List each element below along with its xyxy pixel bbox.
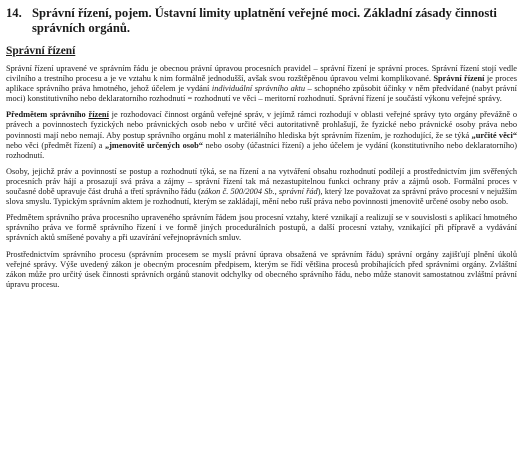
text-run: Předmětem správního práva procesního upraveného správním řádem jsou procesní vztahy, které vznikají a realizují se v souvislosti s aplikací hmotného správního práva ve formě správního řízení i ve formě jiných procedurálních postupů, a další procesní vztahy, vznikající při přípravě a vydávání správních aktů smíšené povahy a při uzavírání veřejnoprávních smluv. — [6, 213, 517, 243]
text-run: – schopného způsobit účinky v něm předvídané (nabyt právní moci) konstitutivního nebo deklaratorního rozhodnutí = rozhodnutí ve věci – meritorní rozhodnutí. Správní řízení je součástí výkonu veřejné správy. — [6, 84, 517, 104]
chapter-heading — [6, 6, 517, 35]
bold-term: Správní řízení — [433, 74, 485, 84]
text-run: Prostřednictvím správního procesu (správním procesem se myslí právní úprava obsažená ve správním řádu) správní orgány zajišťují plnění úkolů veřejné správy. Výše uvedený zákon je obecným procesním předpisem, kterým se řídí většina procesů probíhajících před správními orgány. Zvláštní zákon může pro určitý úsek činnosti správních orgánů stanovit odchylky od obecného správního řádu, nebo může stanovit samostatnou zvláštní právní úpravu procesu. — [6, 249, 517, 289]
bold-underlined-term: řízení — [88, 110, 109, 120]
chapter-title: Správní řízení, pojem. Ústavní limity uplatnění veřejné moci. Základní zásady činnosti správních orgánů. — [32, 6, 497, 35]
text-run: nebo věci (předmět řízení) a — [6, 140, 105, 150]
italic-law-citation: zákon č. 500/2004 Sb., správní řád — [200, 187, 318, 197]
text-run: ), který lze považovat za správní právo procesní v nejužším slova smyslu. Typickým správním aktem je rozhodnutí, kterým se zakládají, mění nebo ruší práva nebo povinnosti jmenovitě určené osoby nebo osob. — [6, 187, 517, 207]
italic-term: individuální správního aktu — [211, 84, 306, 94]
paragraph-administrative-process — [6, 250, 517, 290]
bold-term: „určité věci“ — [471, 130, 517, 140]
paragraph-definition — [6, 64, 517, 104]
paragraph-subject — [6, 110, 517, 160]
text-run: Osoby, jejichž práv a povinností se postup a rozhodnutí týká, se na řízení a na vytváření obsahu rozhodnutí podílejí a prostřednictvím jim svěřených procesních práv hájí a prosazují svá práva a zájmy – správní řízení tak má nezastupitelnou funkci ochrany práv a zájmů osob. Formální proces v současné době upravuje část druhá a třetí správního řádu ( — [6, 166, 517, 197]
chapter-number: 14. — [6, 6, 22, 20]
paragraph-procedural-law — [6, 213, 517, 243]
text-run: nebo osoby (účastníci řízení) a jeho účelem je vydání (konstitutivního nebo deklaratorního) rozhodnutí. — [6, 140, 517, 160]
bold-term: Předmětem správního — [6, 110, 89, 120]
text-run: je proces aplikace správního práva hmotného, jehož účelem je vydání — [6, 74, 518, 94]
bold-term: „jmenovitě určených osob“ — [104, 140, 203, 150]
paragraph-persons — [6, 167, 517, 207]
text-run: Správní řízení upravené ve správním řádu je obecnou právní úpravou procesních pravidel – správní řízení je správní proces. Správní řízení stojí vedle civilního a trestního procesu a je ve vztahu k nim formálně jednodušší, avšak svou rozštěpěnou úpravou velmi komplikované. — [6, 64, 517, 84]
text-run: je rozhodovací činnost orgánů veřejné správ, v jejímž rámci rozhodují v oblasti veřejné správy tyto orgány převážně o právech a povinnostech fyzických nebo právnických osob nebo v určité věci autoritativně prohlašují, že fyzické nebo právnické osoby práva nebo povinnosti mají nebo nemají. Aby postup správního orgánu mohl z materiálního hlediska být správním řízením, je rozhodující, že se týká — [6, 110, 517, 140]
section-title: Správní řízení — [6, 45, 76, 57]
